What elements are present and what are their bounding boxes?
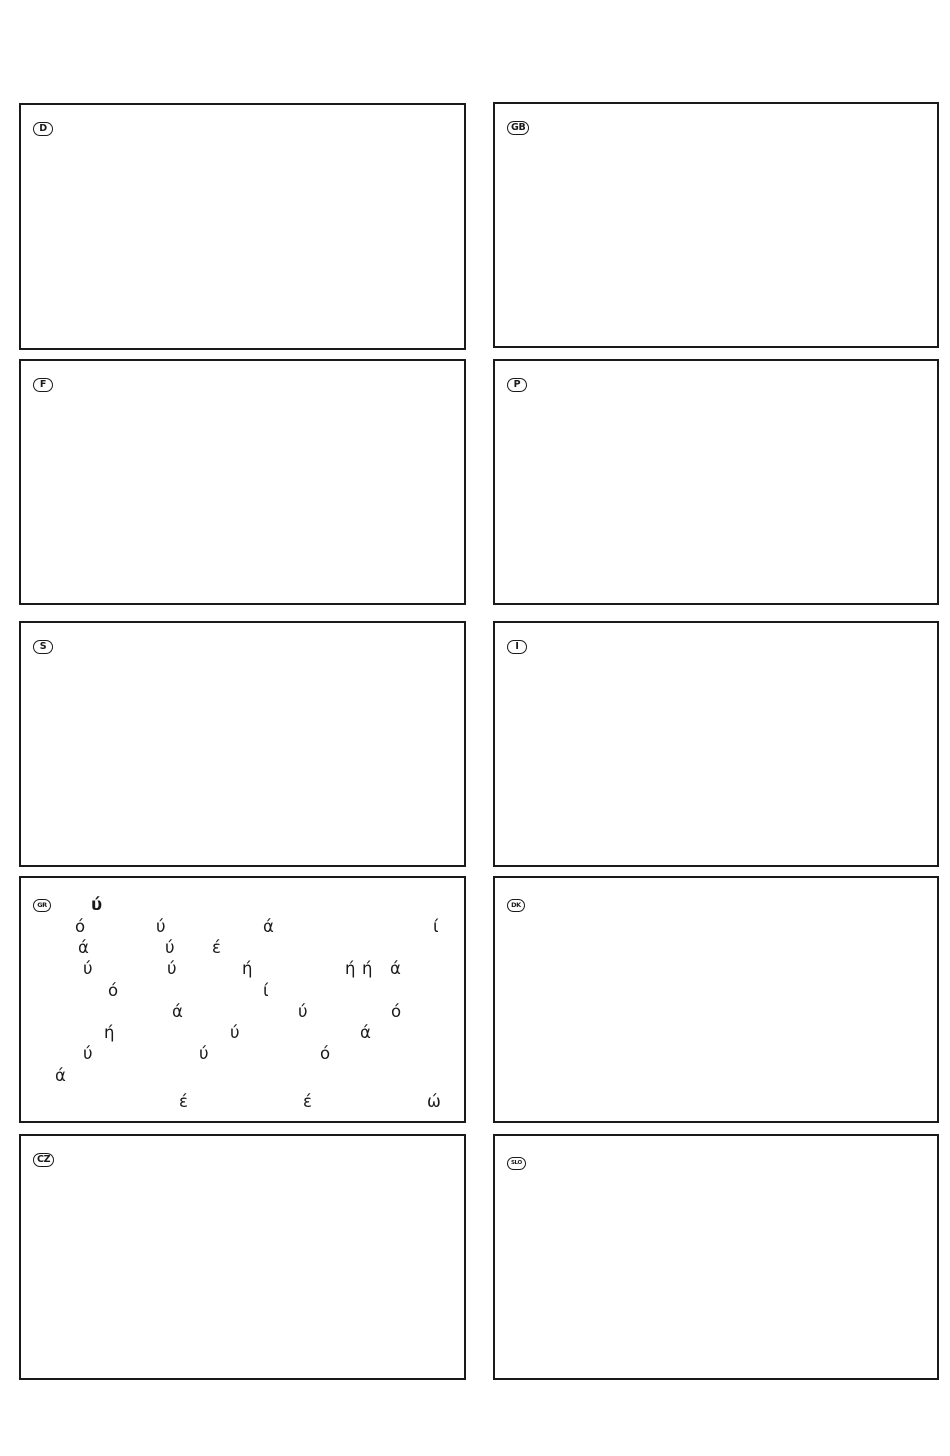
- language-badge-d: D: [33, 122, 53, 136]
- greek-fragment: ό: [391, 1002, 402, 1021]
- language-panel-s: [19, 621, 466, 867]
- greek-fragment: ά: [172, 1002, 183, 1021]
- greek-fragment: ί: [263, 981, 269, 1000]
- language-badge-p: P: [507, 378, 527, 392]
- greek-fragment: ώ: [427, 1092, 441, 1111]
- language-panel-cz: [19, 1134, 466, 1380]
- greek-fragment: ύ: [165, 938, 175, 957]
- language-badge-gr: GR: [33, 899, 51, 912]
- greek-fragment: ύ: [167, 959, 177, 978]
- greek-fragment: ά: [263, 917, 274, 936]
- language-panel-p: [493, 359, 939, 605]
- language-panel-d: [19, 103, 466, 350]
- greek-fragment: έ: [303, 1092, 312, 1111]
- greek-fragment: ύ: [298, 1002, 308, 1021]
- greek-fragment: ύ: [83, 959, 93, 978]
- greek-fragment: ή: [362, 959, 373, 978]
- language-panel-i: [493, 621, 939, 867]
- language-badge-f: F: [33, 378, 53, 392]
- greek-fragment: ύ: [91, 895, 103, 914]
- language-panel-dk: [493, 876, 939, 1123]
- language-badge-s: S: [33, 640, 53, 654]
- language-badge-cz: CZ: [33, 1153, 54, 1167]
- language-panel-f: [19, 359, 466, 605]
- greek-fragment: έ: [212, 938, 221, 957]
- greek-fragment: ό: [75, 917, 86, 936]
- greek-fragment: ή: [242, 959, 253, 978]
- greek-fragment: ή: [104, 1023, 115, 1042]
- greek-fragment: ά: [390, 959, 401, 978]
- language-badge-i: I: [507, 640, 527, 654]
- language-badge-dk: DK: [507, 899, 525, 912]
- greek-fragment: ύ: [230, 1023, 240, 1042]
- language-panel-slo: [493, 1134, 939, 1380]
- greek-fragment: ύ: [83, 1044, 93, 1063]
- greek-fragment: ό: [320, 1044, 331, 1063]
- greek-fragment: ά: [78, 938, 89, 957]
- greek-fragment: ύ: [156, 917, 166, 936]
- greek-fragment: ύ: [199, 1044, 209, 1063]
- language-badge-slo: SLO: [507, 1157, 526, 1170]
- language-panel-gb: [493, 102, 939, 348]
- greek-fragment: ό: [108, 981, 119, 1000]
- greek-fragment: ά: [360, 1023, 371, 1042]
- greek-fragment: ή: [345, 959, 356, 978]
- greek-fragment: ά: [55, 1066, 66, 1085]
- language-panel-gr: [19, 876, 466, 1123]
- greek-fragment: έ: [179, 1092, 188, 1111]
- greek-fragment: ί: [433, 917, 439, 936]
- language-badge-gb: GB: [507, 121, 529, 135]
